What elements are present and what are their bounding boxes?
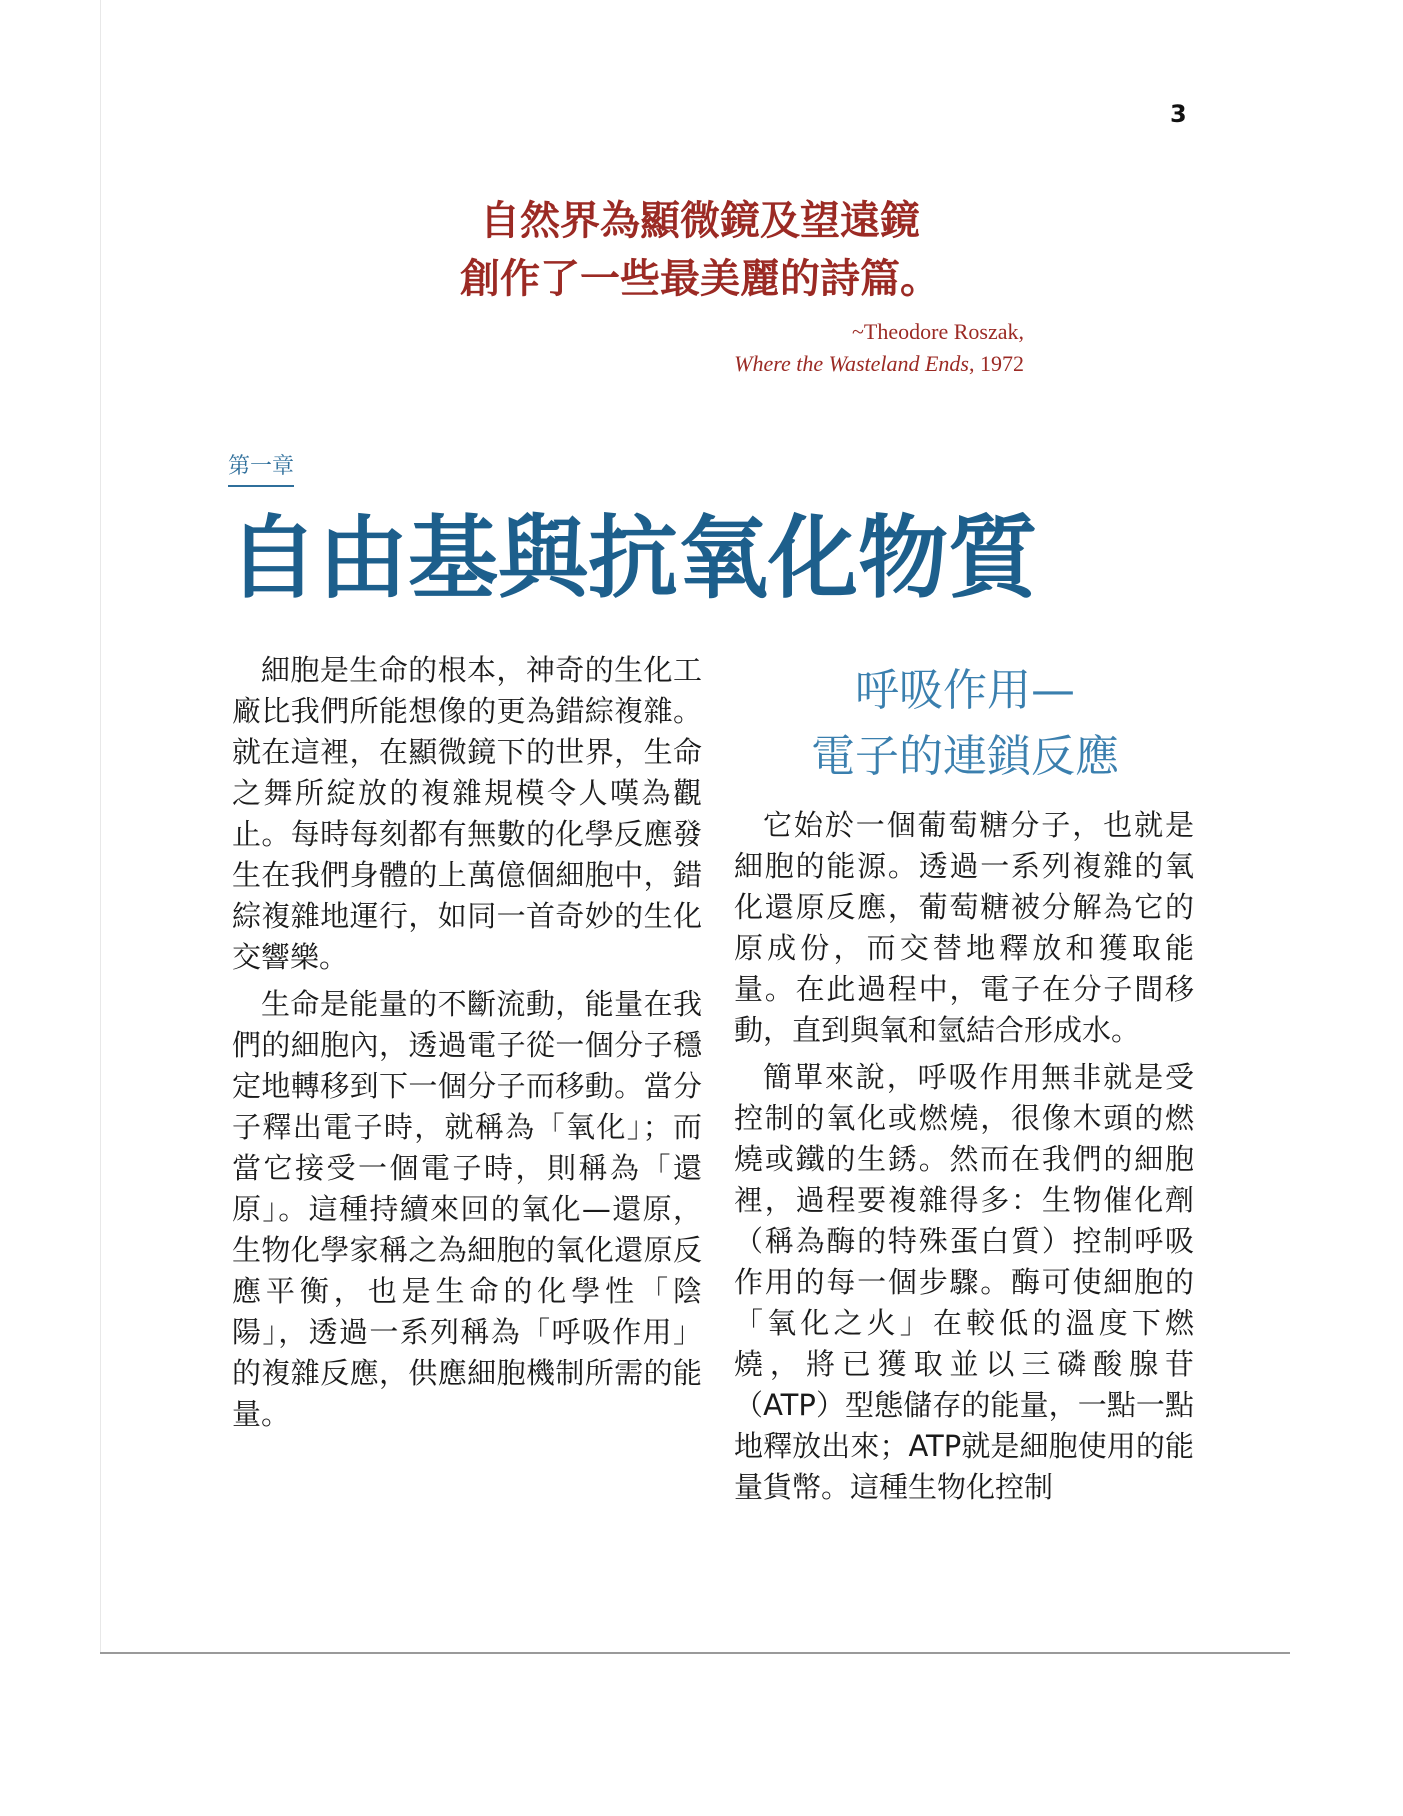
section-heading-line: 呼吸作用—	[855, 665, 1075, 716]
chapter-title: 自由基與抗氧化物質	[228, 506, 1038, 611]
section-heading-line: 電子的連鎖反應	[811, 731, 1119, 782]
body-paragraph: 生命是能量的不斷流動，能量在我們的細胞內，透過電子從一個分子穩定地轉移到下一個分子而移動。當分子釋出電子時，就稱為「氧化」；而當它接受一個電子時，則稱為「還原」。這種持續來回的氧化—還原，生物化學家稱之為細胞的氧化還原反應平衡，也是生命的化學性「陰陽」，透過一系列稱為「呼吸作用」的複雜反應，供應細胞機制所需的能量。	[232, 987, 702, 1431]
attribution-source-title: Where the Wasteland Ends	[734, 351, 969, 376]
attribution-source	[620, 348, 1024, 380]
attribution-author: ~Theodore Roszak,	[852, 319, 1024, 344]
page-number: 3	[1170, 100, 1187, 128]
chapter-label: 第一章	[228, 452, 294, 487]
body-paragraph: 它始於一個葡萄糖分子，也就是細胞的能源。透過一系列複雜的氧化還原反應，葡萄糖被分解為它的原成份，而交替地釋放和獲取能量。在此過程中，電子在分子間移動，直到與氧和氫結合形成水。	[734, 808, 1194, 1047]
left-column	[232, 650, 702, 1435]
epigraph-line: 創作了一些最美麗的詩篇。	[460, 256, 940, 302]
epigraph-quote	[380, 192, 1020, 308]
section-heading	[740, 658, 1190, 790]
right-column	[734, 805, 1194, 1508]
epigraph-attribution	[620, 316, 1024, 380]
page-edge	[100, 0, 101, 1652]
footer-rule	[100, 1652, 1290, 1654]
epigraph-line: 自然界為顯微鏡及望遠鏡	[480, 198, 920, 244]
attribution-source-year: , 1972	[969, 351, 1024, 376]
body-paragraph: 簡單來說，呼吸作用無非就是受控制的氧化或燃燒，很像木頭的燃燒或鐵的生銹。然而在我們的細胞裡，過程要複雜得多：生物催化劑（稱為酶的特殊蛋白質）控制呼吸作用的每一個步驟。酶可使細胞的「氧化之火」在較低的溫度下燃燒，將已獲取並以三磷酸腺苷（ATP）型態儲存的能量，一點一點地釋放出來；ATP就是細胞使用的能量貨幣。這種生物化控制	[734, 1060, 1194, 1504]
body-paragraph: 細胞是生命的根本，神奇的生化工廠比我們所能想像的更為錯綜複雜。就在這裡，在顯微鏡下的世界，生命之舞所綻放的複雜規模令人嘆為觀止。每時每刻都有無數的化學反應發生在我們身體的上萬億個細胞中，錯綜複雜地運行，如同一首奇妙的生化交響樂。	[232, 653, 702, 974]
